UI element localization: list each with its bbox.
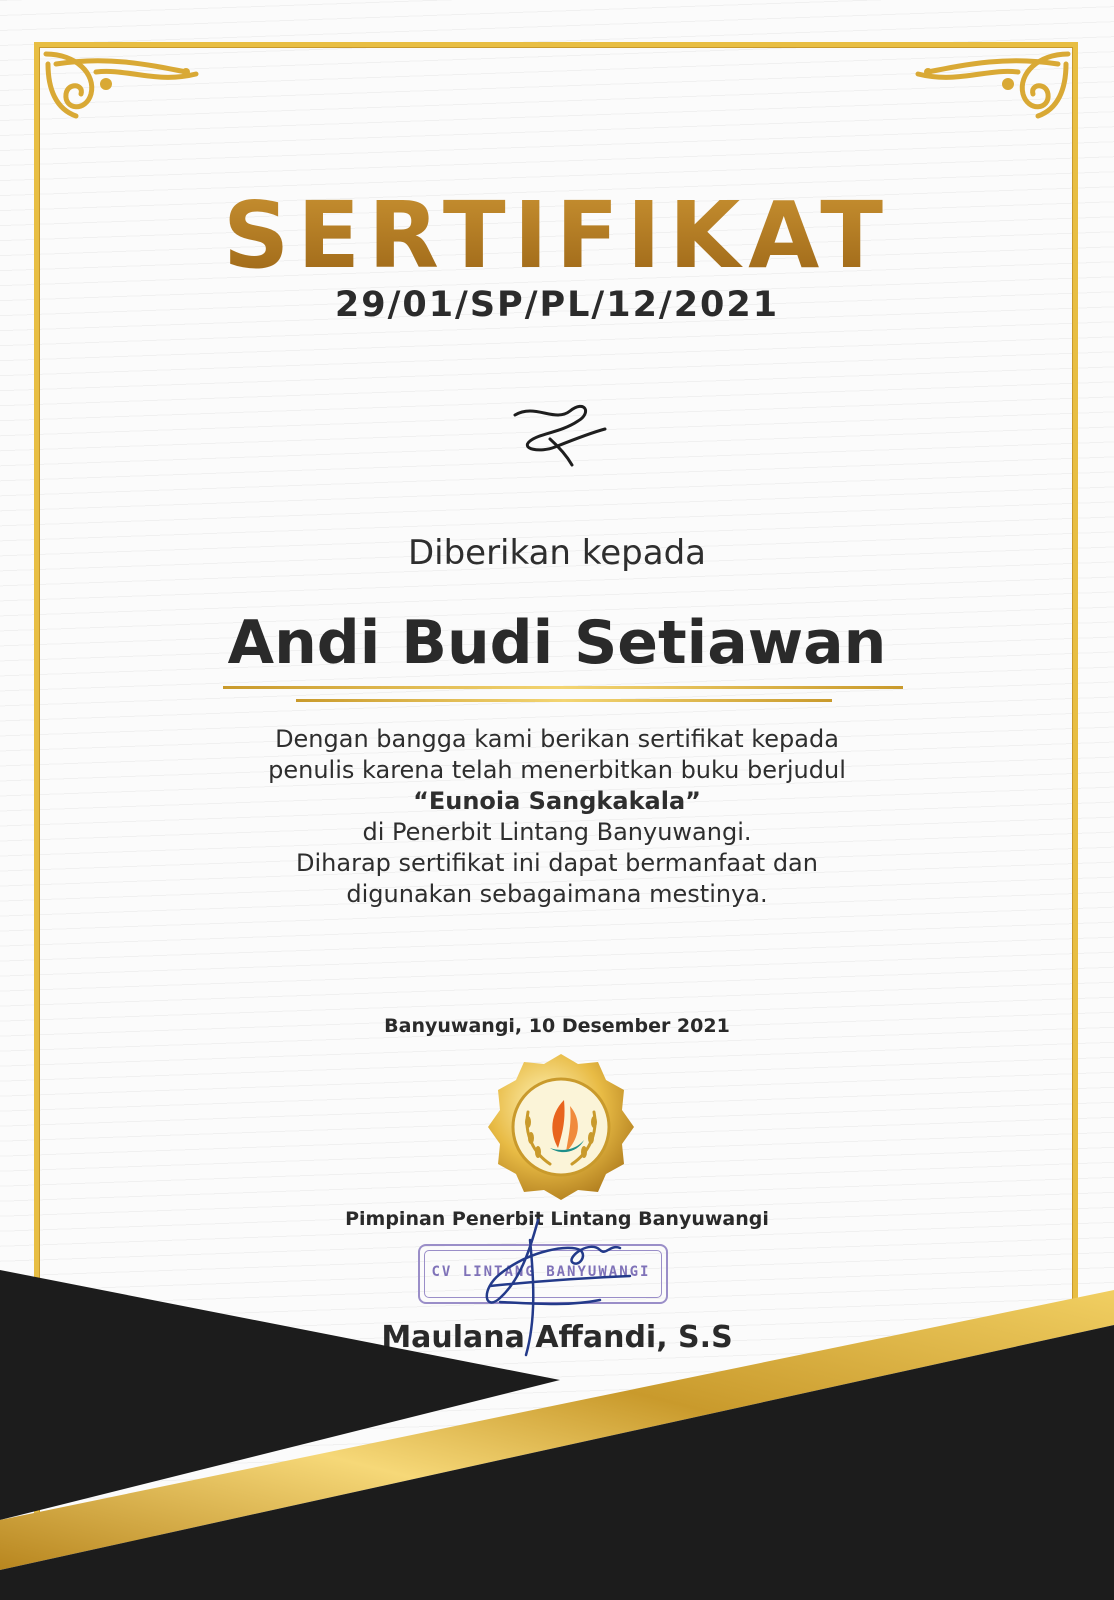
place-and-date: Banyuwangi, 10 Desember 2021: [384, 1015, 730, 1037]
calligraphic-flourish-icon: [510, 393, 610, 473]
publisher-leader-title: Pimpinan Penerbit Lintang Banyuwangi: [345, 1208, 769, 1230]
recipient-name: Andi Budi Setiawan: [227, 608, 887, 678]
bottom-black-gold-decoration: [0, 1270, 1114, 1600]
corner-ornament-left-icon: [36, 44, 206, 124]
certificate-body-text: [0, 724, 1114, 910]
signer-name: Maulana Affandi, S.S: [381, 1320, 733, 1355]
body-line: Dengan bangga kami berikan sertifikat kepada: [275, 725, 839, 753]
name-underline-long: [223, 686, 903, 689]
body-line: di Penerbit Lintang Banyuwangi.: [362, 818, 752, 846]
book-title: “Eunoia Sangkakala”: [413, 787, 701, 815]
given-to-label: Diberikan kepada: [407, 533, 707, 573]
gold-seal-icon: [486, 1052, 636, 1202]
body-line: Diharap sertifikat ini dapat bermanfaat dan: [296, 849, 818, 877]
stamp-text: CV LINTANG BANYUWANGI: [431, 1264, 651, 1280]
corner-ornament-right-icon: [908, 44, 1078, 124]
body-line: digunakan sebagaimana mestinya.: [346, 880, 768, 908]
name-underline-short: [296, 699, 832, 702]
body-line: penulis karena telah menerbitkan buku berjudul: [268, 756, 846, 784]
certificate-number: 29/01/SP/PL/12/2021: [334, 285, 780, 325]
certificate-title: SERTIFIKAT: [0, 182, 1114, 289]
